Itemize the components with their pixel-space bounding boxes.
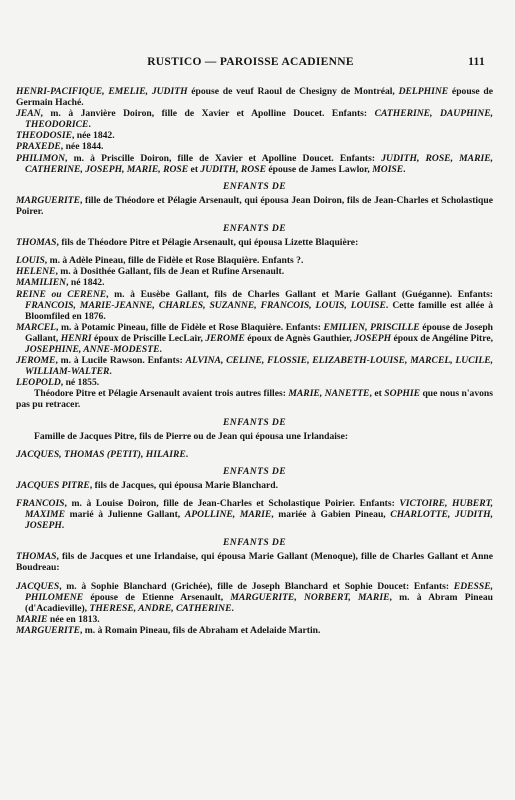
name-text: JOSEPHINE, ANNE-MODESTE [25, 343, 160, 355]
paragraph [16, 289, 493, 322]
text: , m. à Janvière Doiron, fille de Xavier et Apolline Doucet. Enfants: [40, 108, 375, 120]
paragraph [16, 322, 493, 355]
paragraph [16, 355, 493, 377]
section-heading: ENFANTS DE [222, 416, 287, 428]
paragraph [16, 480, 493, 491]
paragraph [16, 141, 493, 152]
paragraph [16, 86, 493, 108]
name-text: CHARLOTTE, JUDITH, JOSEPH [25, 509, 493, 532]
name-text: FRANCOIS [16, 498, 65, 509]
text: épouse de Germain Haché. [16, 86, 494, 109]
text: , né 1855. [60, 377, 100, 389]
name-text: LOUIS [16, 255, 45, 267]
text: . [109, 366, 112, 378]
name-text: MOISE [372, 163, 404, 175]
section-heading: ENFANTS DE [222, 465, 287, 477]
text: épouse de Etienne Arsenault, [83, 591, 231, 603]
text: , né 1842. [66, 277, 105, 289]
text: Théodore Pitre et Pélagie Arsenault avaient trois autres filles: [34, 388, 289, 400]
text: , fils de Jacques et une Irlandaise, qui épousa Marie Gallant (Menoque), fille de Charles Gallant et Anne Boudreau: [16, 551, 493, 574]
text: que nous n'avons pas pu retracer. [16, 388, 493, 411]
text: épouse de Joseph Gallant, [25, 321, 493, 344]
text: , m. à Adèle Pineau, fille de Fidèle et Rose Blaquière. Enfants ?. [44, 255, 304, 267]
name-text: CATHERINE, DAUPHINE, THEODORICE [25, 108, 493, 131]
name-text: SOPHIE [384, 388, 420, 400]
text: . Cette famille est allée à Bloomfiled en 1876. [25, 299, 493, 322]
paragraph [16, 625, 493, 636]
text: , née 1844. [60, 141, 104, 153]
running-header [16, 56, 485, 72]
text: . [61, 520, 65, 532]
name-text: JEROME [205, 332, 245, 344]
name-text: HENRI-PACIFIQUE, EMELIE, JUDITH [16, 86, 188, 97]
page-header-title: RUSTICO — PAROISSE ACADIENNE [147, 56, 354, 68]
text: , m. à Abram Pineau (d'Acadieville), [25, 591, 493, 614]
text: marié à Julienne Gallant, [65, 509, 185, 521]
name-text: MARIE, NANETTE [288, 388, 370, 400]
name-text: PRAXEDE [16, 141, 61, 153]
text: , et [369, 388, 385, 400]
name-text: JACQUES PITRE [16, 479, 90, 491]
page-number: 111 [468, 56, 485, 68]
text: , m. à Dosithée Gallant, fils de Jean et Rufine Arsenault. [55, 266, 285, 278]
name-text: HENRI [60, 332, 92, 344]
text: , fille de Théodore et Pélagie Arsenault, qui épousa Jean Doiron, fils de Jean-Charles et Scholastique Poirer. [16, 194, 493, 217]
name-text: HELENE [16, 266, 56, 278]
name-text: FRANCOIS, MARIE-JEANNE, CHARLES, SUZANNE, FRANCOIS, LOUIS, LOUISE [25, 299, 386, 311]
text: . [88, 119, 91, 131]
name-text: REINE [16, 288, 46, 300]
name-text: JEROME [16, 355, 56, 367]
paragraph [16, 614, 493, 625]
name-text: THEODOSIE [16, 130, 72, 142]
section-heading: ENFANTS DE [222, 537, 287, 549]
text: , m. à Romain Pineau, fils de Abraham et Adelaide Martin. [79, 624, 321, 636]
paragraph [16, 237, 493, 248]
paragraph [16, 195, 493, 217]
name-text: LEOPOLD [16, 377, 61, 389]
text: épouse de James Lawlor, [265, 163, 373, 175]
name-text: PHILIMON [16, 152, 66, 164]
text: époux de Agnès Gauthier, [244, 332, 355, 344]
text: , fils de Jacques, qui épousa Marie Blanchard. [89, 479, 279, 491]
text: Famille de Jacques Pitre, fils de Pierre ou de Jean qui épousa une Irlandaise: [34, 430, 349, 442]
paragraph [16, 431, 493, 442]
text: , fils de Théodore Pitre et Pélagie Arsenault, qui épousa Lizette Blaquière: [56, 237, 359, 249]
section-heading: ENFANTS DE [222, 223, 287, 235]
name-text: APOLLINE, MARIE [184, 509, 272, 521]
text: , m. à Priscille Doiron, fille de Xavier et Apolline Doucet. Enfants: [65, 152, 382, 164]
text: née en 1813. [47, 613, 100, 625]
name-text: MARGUERITE [16, 624, 80, 636]
text: , m. à Potamic Pineau, fille de Fidèle et Rose Blaquière. Enfants: [56, 321, 324, 333]
name-text: THOMAS [16, 237, 57, 249]
paragraph [16, 255, 493, 266]
page-body [16, 86, 493, 636]
name-text: VICTOIRE, HUBERT, MAXIME [25, 498, 493, 521]
text: . [159, 343, 162, 355]
name-text: MARIE [16, 613, 48, 625]
name-text: MAMILIEN [16, 277, 67, 289]
paragraph [16, 449, 493, 460]
name-text: JACQUES [16, 580, 60, 592]
name-text: MARGUERITE, NORBERT, MARIE [230, 591, 390, 603]
paragraph [16, 498, 493, 531]
name-text: MARCEL [16, 321, 56, 333]
paragraph [16, 277, 493, 288]
paragraph [16, 377, 493, 388]
text: . [185, 448, 189, 460]
paragraph [16, 581, 493, 614]
name-text: CERENE [67, 288, 107, 300]
name-text: JUDITH, ROSE, MARIE, CATHERINE, JOSEPH, MARIE, ROSE [25, 152, 494, 175]
spacer [16, 248, 493, 255]
paragraph [16, 153, 493, 175]
text: , née 1842. [71, 130, 115, 142]
name-text: JACQUES, THOMAS (PETIT), HILAIRE [16, 448, 186, 460]
paragraph [16, 551, 493, 573]
text: . [403, 163, 406, 175]
name-text: DELPHINE [398, 86, 449, 97]
spacer [16, 442, 493, 449]
name-text: JEAN [16, 108, 41, 120]
text: , mariée à Gabien Pineau, [271, 509, 391, 521]
text: . [231, 602, 234, 614]
name-text: THERESE, ANDRE, CATHERINE [89, 602, 232, 614]
text: et [188, 163, 201, 175]
text: époux de Angéline Pitre, [391, 332, 493, 344]
name-text: JUDITH, ROSE [200, 163, 266, 175]
name-text: THOMAS [16, 551, 57, 563]
name-text: EMILIEN, PRISCILLE [323, 321, 420, 333]
text: , m. à Eusèbe Gallant, fils de Charles Gallant et Marie Gallant (Guéganne). Enfants: [106, 288, 493, 300]
text: , m. à Lucile Rawson. Enfants: [55, 355, 186, 367]
paragraph [16, 266, 493, 277]
paragraph [16, 130, 493, 141]
name-text: ALVINA, CELINE, FLOSSIE, ELIZABETH-LOUISE, MARCEL, LUCILE, WILLIAM-WALTER [25, 355, 493, 378]
section-heading: ENFANTS DE [222, 180, 287, 192]
spacer [16, 491, 493, 498]
text: épouse de veuf Raoul de Chesigny de Montréal, [187, 86, 399, 97]
text: ou [45, 288, 68, 300]
name-text: MARGUERITE [16, 194, 80, 206]
text: époux de Priscille LecLair, [91, 332, 206, 344]
name-text: EDESSE, PHILOMENE [25, 580, 493, 603]
text: , m. à Louise Doiron, fille de Jean-Charles et Scholastique Poirier. Enfants: [64, 498, 400, 509]
spacer [16, 574, 493, 581]
paragraph [16, 108, 493, 130]
text: , m. à Sophie Blanchard (Grichée), fille de Joseph Blanchard et Sophie Doucet: Enfants: [59, 580, 454, 592]
name-text: JOSEPH [354, 332, 392, 344]
paragraph [16, 388, 493, 410]
